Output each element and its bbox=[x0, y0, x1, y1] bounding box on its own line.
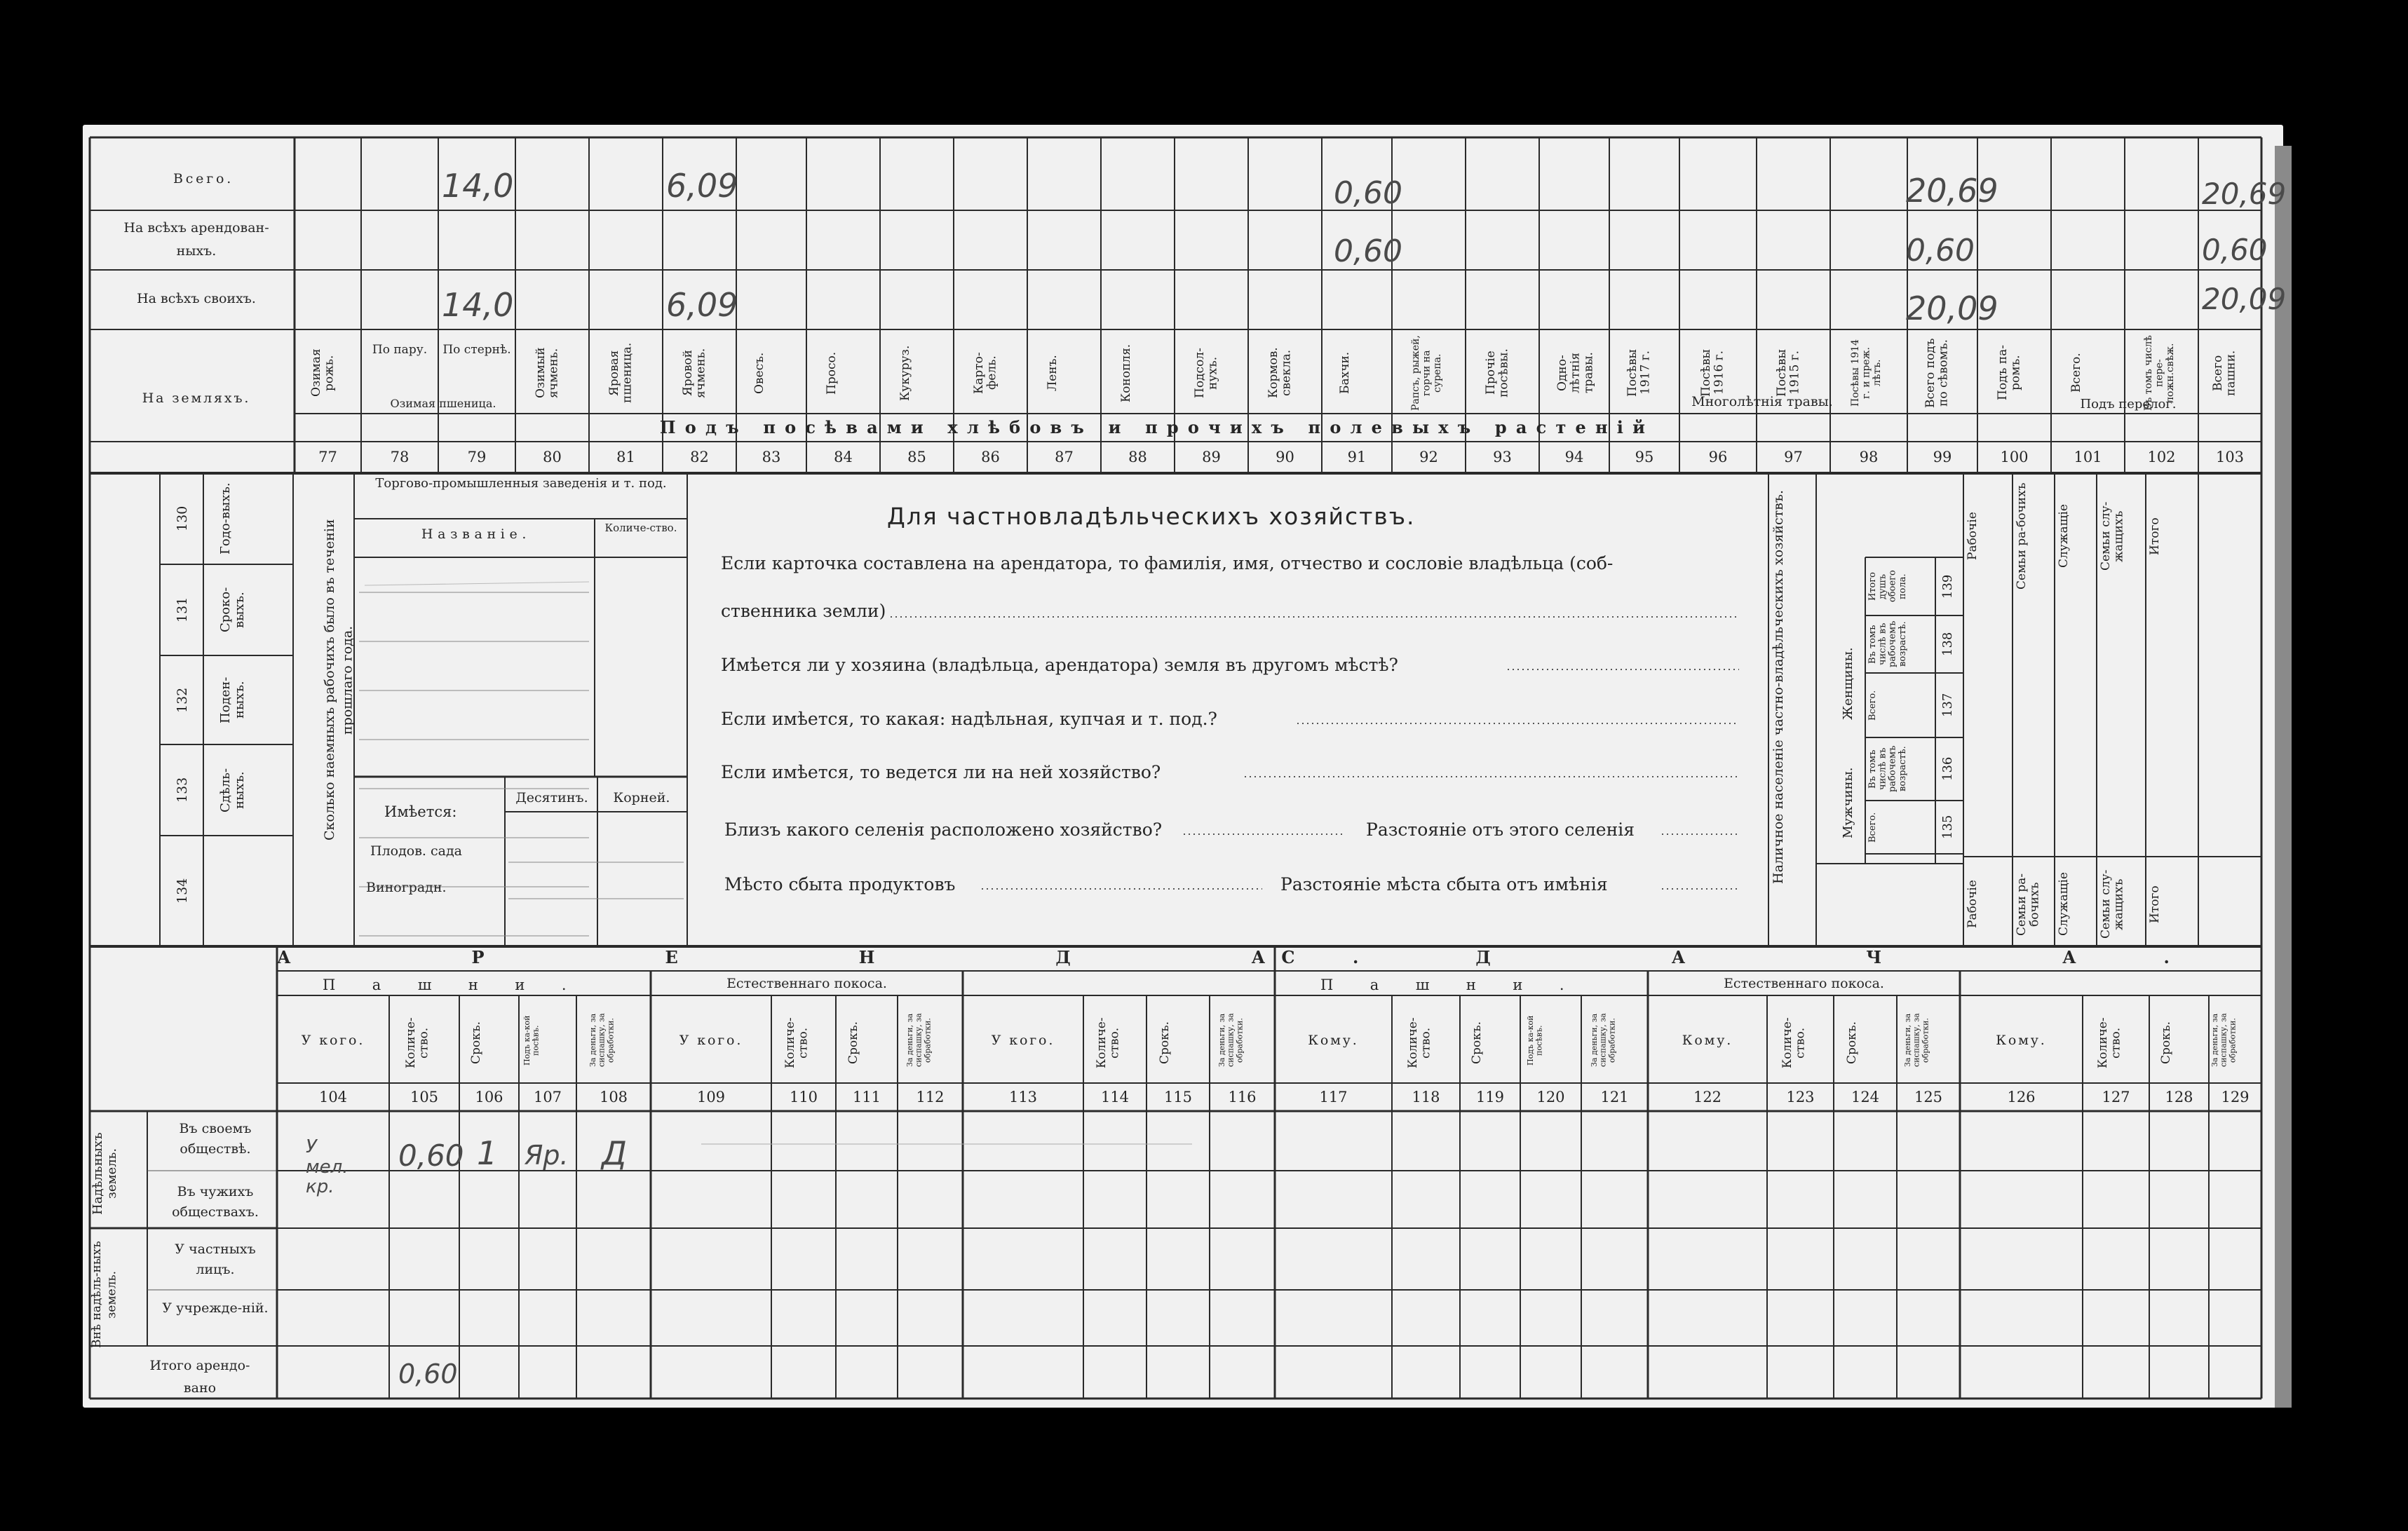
pop-col-label-139: Итого душъ обоего пола. bbox=[1867, 570, 1908, 603]
desyatin-header: Десятинъ. bbox=[515, 790, 588, 805]
hw-vsego-79: 14,0 bbox=[442, 167, 514, 205]
nadel-label: Надѣльныхъ земель. bbox=[90, 1132, 119, 1215]
top-col-label-97: Посѣвы 1915 г. bbox=[1774, 349, 1802, 397]
pop-col-number-139: 139 bbox=[1940, 574, 1955, 599]
question-6: Мѣсто сбыта продуктовъ bbox=[724, 874, 956, 894]
row-itogo-2: вано bbox=[183, 1380, 217, 1396]
hw-arend-103: 0,60 bbox=[2202, 233, 2268, 267]
hw-arend-91: 0,60 bbox=[1334, 233, 1402, 269]
lease-col-label-115: Срокъ. bbox=[1158, 1021, 1172, 1064]
imeetsya-label: Имѣется: bbox=[384, 803, 457, 820]
question-6b: Разстояніе мѣста сбыта отъ имѣнія bbox=[1280, 874, 1608, 894]
lease-col-label-118: Количе-ство. bbox=[1405, 1017, 1433, 1068]
arenda-pashni: Пашни. bbox=[322, 977, 604, 993]
worker-col-label-130: Годо-выхъ. bbox=[218, 482, 233, 555]
top-col-number-98: 98 bbox=[1859, 449, 1879, 465]
lease-col-number-117: 117 bbox=[1319, 1089, 1348, 1105]
top-col-number-92: 92 bbox=[1419, 449, 1438, 465]
top-col-label-102: Въ томъ числѣ пере-ложн.свѣж. bbox=[2142, 335, 2176, 411]
staff-col-bottom-5: Итого bbox=[2148, 885, 2162, 923]
top-col-label-82: Яровой ячмень. bbox=[680, 348, 708, 398]
lease-col-label-109: У кого. bbox=[679, 1033, 743, 1048]
top-col-number-84: 84 bbox=[834, 449, 853, 465]
top-col-number-90: 90 bbox=[1276, 449, 1294, 465]
staff-col-bottom-2: Семьи ра-бочихъ bbox=[2015, 873, 2042, 936]
lease-col-number-111: 111 bbox=[852, 1089, 881, 1105]
question-2: Имѣется ли у хозяина (владѣльца, арендатора) земля въ другомъ мѣстѣ? bbox=[721, 655, 1398, 675]
pop-col-number-135: 135 bbox=[1940, 815, 1955, 840]
lease-col-label-122: Кому. bbox=[1682, 1033, 1733, 1048]
hw-arend-99: 0,60 bbox=[1906, 233, 1975, 268]
staff-col-top-5: Итого bbox=[2148, 517, 2162, 555]
lease-col-label-121: За деньги, за сиспашку, за обработки. bbox=[1589, 1013, 1616, 1068]
top-col-label-90: Кормов. свекла. bbox=[1266, 347, 1294, 399]
top-col-number-94: 94 bbox=[1564, 449, 1584, 465]
row-chastnyh: У частныхъ лицъ. bbox=[175, 1241, 256, 1277]
lease-col-number-105: 105 bbox=[410, 1089, 439, 1105]
lease-col-number-114: 114 bbox=[1100, 1089, 1130, 1105]
lease-col-number-104: 104 bbox=[318, 1089, 348, 1105]
top-col-label-84: Просо. bbox=[824, 351, 839, 395]
hw-vsego-82: 6,09 bbox=[666, 167, 738, 205]
lease-col-label-106: Срокъ. bbox=[468, 1021, 483, 1064]
worker-col-number-133: 133 bbox=[175, 777, 190, 803]
top-col-number-83: 83 bbox=[762, 449, 781, 465]
top-col-label-94: Одно-лѣтнія травы. bbox=[1555, 352, 1596, 394]
sdacha-banner: С Д А Ч А. bbox=[1281, 947, 2257, 967]
staff-col-top-1: Рабочіе bbox=[1966, 512, 1980, 561]
lease-col-number-109: 109 bbox=[696, 1089, 726, 1105]
top-col-number-103: 103 bbox=[2215, 449, 2245, 465]
lease-col-label-104: У кого. bbox=[301, 1033, 365, 1048]
staff-col-bottom-4: Семьи слу-жащихъ bbox=[2099, 869, 2126, 939]
lease-col-label-107: Подъ ка-кой посѣвъ. bbox=[522, 1015, 541, 1066]
row-label-arend-1: На всѣхъ арендован- bbox=[123, 220, 269, 236]
row-svoem: Въ своемъ обществѣ. bbox=[179, 1121, 252, 1157]
staff-col-top-4: Семьи слу-жащихъ bbox=[2099, 501, 2126, 571]
population-title: Наличное населеніе частно-владѣльческихъ хозяйствъ. bbox=[1771, 490, 1786, 884]
hw-svoi-99: 20,09 bbox=[1906, 290, 1998, 327]
vne-nadel-label: Внѣ надѣль-ныхъ земель. bbox=[90, 1241, 119, 1349]
top-col-label-98: Посѣвы 1914 г. и преж. лѣтъ. bbox=[1850, 339, 1883, 407]
top-col-label-95: Посѣвы 1917 г. bbox=[1625, 349, 1653, 397]
staff-col-bottom-1: Рабочіе bbox=[1966, 880, 1980, 929]
top-col-label-80: Озимый ячмень. bbox=[533, 347, 561, 399]
lease-col-number-129: 129 bbox=[2221, 1089, 2250, 1105]
hw-kogo: У мел. кр. bbox=[306, 1136, 349, 1198]
hw-pay: Д bbox=[602, 1134, 627, 1172]
staff-col-top-3: Служащіе bbox=[2057, 504, 2071, 569]
lease-col-label-129: За деньги, за сиспашку, за обработки. bbox=[2210, 1013, 2237, 1068]
top-col-number-99: 99 bbox=[1933, 449, 1952, 465]
lease-col-number-116: 116 bbox=[1228, 1089, 1257, 1105]
top-col-number-85: 85 bbox=[907, 449, 926, 465]
qty-header: Количе-ство. bbox=[604, 522, 677, 534]
lease-col-number-123: 123 bbox=[1786, 1089, 1815, 1105]
top-col-label-87: Ленъ. bbox=[1045, 355, 1060, 391]
lease-col-number-127: 127 bbox=[2102, 1089, 2130, 1105]
row-label-na-zemlyah: На земляхъ. bbox=[142, 390, 251, 406]
worker-col-label-131: Сроко-выхъ. bbox=[218, 587, 247, 633]
pop-col-label-137: Всего. bbox=[1867, 690, 1878, 721]
lease-col-label-114: Количе-ство. bbox=[1095, 1017, 1122, 1068]
top-col-label-96: Посѣвы 1916 г. bbox=[1699, 349, 1726, 397]
lease-col-number-107: 107 bbox=[533, 1089, 562, 1105]
top-col-number-86: 86 bbox=[981, 449, 1000, 465]
worker-col-number-134: 134 bbox=[175, 878, 190, 904]
top-col-number-100: 100 bbox=[2000, 449, 2029, 465]
top-col-label-88: Конопля. bbox=[1118, 343, 1133, 402]
top-col-label-79: По стернѣ. bbox=[442, 343, 511, 357]
perelog-label: Подъ перелог. bbox=[2080, 397, 2177, 411]
hw-srok: 1 bbox=[477, 1134, 498, 1172]
top-col-label-91: Бахчи. bbox=[1338, 351, 1352, 395]
question-5: Близъ какого селенія расположено хозяйство? bbox=[724, 819, 1163, 840]
pop-col-number-138: 138 bbox=[1940, 632, 1955, 657]
crops-banner: Подъ посѣвами хлѣбовъ и прочихъ полевыхъ растеній bbox=[659, 417, 1655, 437]
top-col-label-93: Прочіе посѣвы. bbox=[1483, 348, 1511, 397]
top-col-number-91: 91 bbox=[1347, 449, 1367, 465]
lease-col-label-124: Срокъ. bbox=[1845, 1021, 1859, 1064]
top-col-number-97: 97 bbox=[1784, 449, 1803, 465]
lease-col-number-122: 122 bbox=[1693, 1089, 1722, 1105]
lease-col-number-119: 119 bbox=[1475, 1089, 1505, 1105]
question-1a: Если карточка составлена на арендатора, то фамилія, имя, отчество и сословіе владѣльца (соб- bbox=[721, 553, 1614, 573]
hw-itogo: 0,60 bbox=[398, 1359, 458, 1389]
trade-header: Торгово-промышленныя заведенія и т. под. bbox=[375, 476, 667, 491]
top-col-number-80: 80 bbox=[543, 449, 562, 465]
lease-col-number-106: 106 bbox=[475, 1089, 503, 1105]
top-col-number-82: 82 bbox=[690, 449, 709, 465]
question-3: Если имѣется, то какая: надѣльная, купчая и т. под.? bbox=[721, 709, 1217, 729]
top-col-label-77: Озимая рожь. bbox=[309, 348, 337, 397]
ozim-pshen-label: Озимая пшеница. bbox=[390, 397, 496, 410]
lease-col-label-112: За деньги, за сиспашку, за обработки. bbox=[905, 1013, 932, 1068]
top-col-number-77: 77 bbox=[318, 449, 337, 465]
row-label-vsego: Всего. bbox=[173, 171, 234, 186]
top-col-number-88: 88 bbox=[1128, 449, 1147, 465]
lease-col-label-126: Кому. bbox=[1996, 1033, 2047, 1048]
row-label-arend-2: ныхъ. bbox=[176, 243, 217, 259]
worker-col-label-132: Поден-ныхъ. bbox=[218, 676, 247, 723]
arenda-banner: А Р Е Н Д А. bbox=[277, 947, 1447, 967]
men-label: Мужчины. bbox=[1841, 767, 1855, 838]
lease-col-label-113: У кого. bbox=[991, 1033, 1055, 1048]
top-col-number-101: 101 bbox=[2074, 449, 2102, 465]
lease-col-label-116: За деньги, за сиспашку, за обработки. bbox=[1217, 1013, 1244, 1068]
top-col-number-89: 89 bbox=[1202, 449, 1221, 465]
lease-col-number-121: 121 bbox=[1600, 1089, 1629, 1105]
top-col-label-101: Всего. bbox=[2069, 353, 2083, 393]
top-col-number-78: 78 bbox=[390, 449, 410, 465]
top-col-number-93: 93 bbox=[1493, 449, 1512, 465]
lease-col-label-120: Подъ ка-кой посѣвъ. bbox=[1525, 1015, 1544, 1066]
worker-col-number-131: 131 bbox=[175, 597, 190, 623]
hw-vsego-91: 0,60 bbox=[1334, 175, 1402, 211]
lease-col-label-108: За деньги, за сиспашку, за обработки. bbox=[588, 1013, 616, 1068]
lease-col-label-123: Количе-ство. bbox=[1780, 1017, 1808, 1068]
worker-col-label-134 bbox=[219, 843, 258, 939]
row-itogo: Итого арендо- bbox=[149, 1358, 250, 1373]
top-col-label-81: Яровая пшеница. bbox=[607, 342, 635, 404]
question-5b: Разстояніе отъ этого селенія bbox=[1366, 819, 1635, 840]
lease-col-label-105: Количе-ство. bbox=[404, 1017, 431, 1068]
worker-col-number-130: 130 bbox=[175, 505, 190, 532]
top-col-number-96: 96 bbox=[1708, 449, 1728, 465]
women-label: Женщины. bbox=[1841, 647, 1855, 720]
lease-col-label-111: Срокъ. bbox=[846, 1021, 860, 1064]
worker-col-number-132: 132 bbox=[175, 687, 190, 713]
lease-col-label-127: Количе-ство. bbox=[2095, 1017, 2123, 1068]
lease-col-number-115: 115 bbox=[1163, 1089, 1193, 1105]
hired-workers-title: Сколько наемныхъ рабочихъ было въ теченіи прошлаго года. bbox=[322, 519, 356, 841]
question-4: Если имѣется, то ведется ли на ней хозяйство? bbox=[721, 762, 1161, 782]
hw-svoi-79: 14,0 bbox=[442, 286, 514, 324]
top-col-number-102: 102 bbox=[2147, 449, 2176, 465]
lease-col-label-117: Кому. bbox=[1308, 1033, 1359, 1048]
plodov-label: Плодов. сада bbox=[370, 843, 462, 859]
pop-col-label-135: Всего. bbox=[1867, 812, 1878, 843]
pop-col-label-136: Въ томъ числѣ въ рабочемъ возрастѣ. bbox=[1867, 745, 1908, 793]
lease-col-label-110: Количе-ство. bbox=[783, 1017, 811, 1068]
sdacha-pashni: Пашни. bbox=[1320, 977, 1602, 993]
pop-col-number-137: 137 bbox=[1940, 693, 1955, 718]
hw-vsego-103: 20,69 bbox=[2202, 177, 2287, 211]
pop-col-number-136: 136 bbox=[1940, 756, 1955, 782]
lease-col-number-113: 113 bbox=[1008, 1089, 1038, 1105]
lease-col-number-118: 118 bbox=[1412, 1089, 1440, 1105]
private-farms-title: Для частновладѣльческихъ хозяйствъ. bbox=[887, 503, 1416, 530]
top-col-number-87: 87 bbox=[1055, 449, 1074, 465]
top-col-label-89: Подсол-нухъ. bbox=[1192, 348, 1220, 398]
lease-col-label-125: За деньги, за сиспашку, за обработки. bbox=[1903, 1013, 1930, 1068]
lease-col-number-110: 110 bbox=[789, 1089, 818, 1105]
pop-col-label-138: Въ томъ числѣ въ рабочемъ возрастѣ. bbox=[1867, 620, 1908, 668]
lease-col-number-128: 128 bbox=[2165, 1089, 2193, 1105]
arenda-pokos: Естественнаго покоса. bbox=[726, 976, 887, 991]
row-uchrezhdeniy: У учрежде-ній. bbox=[162, 1300, 269, 1316]
worker-col-label-133: Сдѣль-ныхъ. bbox=[218, 768, 247, 812]
top-col-label-86: Карто-фель. bbox=[971, 352, 999, 394]
lease-col-number-120: 120 bbox=[1536, 1089, 1565, 1105]
hw-posev: Яр. bbox=[525, 1140, 569, 1171]
top-col-number-79: 79 bbox=[467, 449, 487, 465]
question-1b: ственника земли) bbox=[721, 601, 886, 621]
lease-col-number-108: 108 bbox=[599, 1089, 628, 1105]
row-label-svoi: На всѣхъ своихъ. bbox=[137, 291, 256, 306]
top-col-label-100: Подъ па-ромъ. bbox=[1995, 345, 2023, 401]
top-col-label-85: Кукуруз. bbox=[898, 345, 912, 401]
hw-vsego-99: 20,69 bbox=[1906, 172, 1998, 210]
top-col-label-78: По пару. bbox=[372, 343, 428, 357]
top-col-number-95: 95 bbox=[1635, 449, 1654, 465]
top-col-label-92: Рапсъ, рыжей, горчи на сурепа. bbox=[1409, 335, 1443, 411]
lease-col-number-125: 125 bbox=[1914, 1089, 1943, 1105]
top-col-label-103: Всего пашни. bbox=[2211, 350, 2238, 396]
mnogolet-label: Многолѣтнія травы. bbox=[1691, 394, 1833, 409]
vinograd-label: Виноградн. bbox=[366, 880, 447, 895]
hw-svoi-103: 20,09 bbox=[2202, 282, 2287, 316]
row-chuzhih: Въ чужихъ обществахъ. bbox=[172, 1184, 259, 1220]
hw-svoi-82: 6,09 bbox=[666, 286, 738, 324]
lease-col-number-112: 112 bbox=[916, 1089, 945, 1105]
sdacha-pokos: Естественнаго покоса. bbox=[1724, 976, 1884, 991]
top-col-label-99: Всего подъ по сѣвомъ. bbox=[1923, 338, 1951, 408]
lease-col-label-119: Срокъ. bbox=[1470, 1021, 1484, 1064]
staff-col-top-2: Семьи ра-бочихъ bbox=[2015, 482, 2029, 590]
top-col-number-81: 81 bbox=[616, 449, 635, 465]
top-col-label-83: Овесъ. bbox=[752, 352, 766, 394]
lease-col-label-128: Срокъ. bbox=[2158, 1021, 2173, 1064]
staff-col-bottom-3: Служащіе bbox=[2057, 872, 2071, 937]
korney-header: Корней. bbox=[613, 790, 670, 805]
lease-col-number-126: 126 bbox=[2007, 1089, 2036, 1105]
lease-col-number-124: 124 bbox=[1851, 1089, 1880, 1105]
name-header: Названіе. bbox=[421, 526, 532, 542]
hw-qty: 0,60 bbox=[398, 1138, 464, 1173]
